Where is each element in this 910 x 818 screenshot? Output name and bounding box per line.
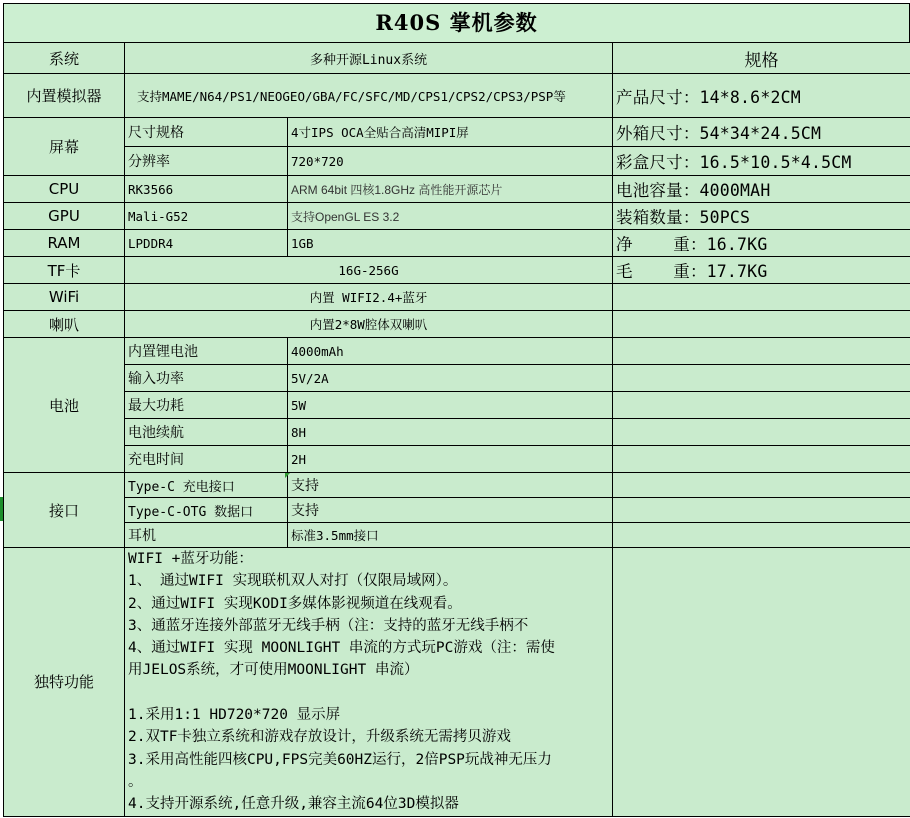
emulator-value: 支持MAME/N64/PS1/NEOGEO/GBA/FC/SFC/MD/CPS1/CPS2/CPS3/PSP等 <box>125 74 613 118</box>
row-marker <box>0 497 3 521</box>
emulator-label: 内置模拟器 <box>4 74 125 118</box>
battery-key: 最大功耗 <box>125 392 288 419</box>
screen-size-value: 4寸IPS OCA全贴合高清MIPI屏 <box>288 118 613 147</box>
ram-desc: 1GB <box>288 230 613 257</box>
feature-line: 2、通过WIFI 实现KODI多媒体影视频道在线观看。 <box>128 595 462 612</box>
wifi-label: WiFi <box>4 284 125 311</box>
speaker-label: 喇叭 <box>4 311 125 338</box>
port-value: 标准3.5mm接口 <box>288 523 613 548</box>
page-title: R40S 掌机参数 <box>3 3 910 43</box>
gpu-desc: 支持OpenGL ES 3.2 <box>288 203 613 230</box>
feature-line: WIFI +蓝牙功能： <box>128 551 253 567</box>
ram-model: LPDDR4 <box>125 230 288 257</box>
feature-line: 4、通过WIFI 实现 MOONLIGHT 串流的方式玩PC游戏（注：需使 <box>128 640 555 657</box>
port-key: Type-C 充电接口 <box>125 473 288 498</box>
feature-line: 用JELOS系统，才可使用MOONLIGHT 串流） <box>128 662 419 679</box>
features-label: 独特功能 <box>4 548 125 817</box>
battery-key: 输入功率 <box>125 365 288 392</box>
empty-cell <box>613 498 910 523</box>
battery-value: 5W <box>288 392 613 419</box>
cpu-desc: ARM 64bit 四核1.8GHz 高性能开源芯片 <box>288 176 613 203</box>
spec-battery-capacity: 电池容量：4000MAH <box>613 176 910 203</box>
system-label: 系统 <box>4 43 125 74</box>
cpu-model: RK3566 <box>125 176 288 203</box>
screen-label: 屏幕 <box>4 118 125 176</box>
system-value: 多种开源Linux系统 <box>125 43 613 74</box>
battery-key: 电池续航 <box>125 419 288 446</box>
empty-cell <box>613 284 910 311</box>
spec-gross-weight: 毛 重：17.7KG <box>613 257 910 284</box>
gpu-label: GPU <box>4 203 125 230</box>
feature-line: 1.采用1:1 HD720*720 显示屏 <box>128 707 341 724</box>
speaker-value: 内置2*8W腔体双喇叭 <box>125 311 613 338</box>
spec-box-size: 彩盒尺寸：16.5*10.5*4.5CM <box>613 147 910 176</box>
empty-cell <box>613 548 910 817</box>
cell-comment-marker <box>285 473 290 478</box>
cpu-label: CPU <box>4 176 125 203</box>
spec-carton-size: 外箱尺寸：54*34*24.5CM <box>613 118 910 147</box>
screen-size-label: 尺寸规格 <box>125 118 288 147</box>
port-value: 支持 <box>288 498 613 523</box>
empty-cell <box>613 311 910 338</box>
port-value: 支持 <box>288 473 613 498</box>
spec-net-weight: 净 重：16.7KG <box>613 230 910 257</box>
specs-header: 规格 <box>613 43 910 74</box>
feature-line <box>128 682 609 704</box>
empty-cell <box>613 365 910 392</box>
battery-value: 4000mAh <box>288 338 613 365</box>
battery-value: 2H <box>288 446 613 473</box>
battery-key: 充电时间 <box>125 446 288 473</box>
empty-cell <box>613 473 910 498</box>
ports-label: 接口 <box>4 473 125 548</box>
wifi-value: 内置 WIFI2.4+蓝牙 <box>125 284 613 311</box>
empty-cell <box>613 392 910 419</box>
feature-line: 3.采用高性能四核CPU,FPS完美60HZ运行，2倍PSP玩战神无压力 <box>128 751 552 768</box>
port-key: Type-C-OTG 数据口 <box>125 498 288 523</box>
screen-res-value: 720*720 <box>288 147 613 176</box>
battery-key: 内置锂电池 <box>125 338 288 365</box>
features-content <box>125 548 613 817</box>
tf-label: TF卡 <box>4 257 125 284</box>
spec-packing-qty: 装箱数量：50PCS <box>613 203 910 230</box>
empty-cell <box>613 338 910 365</box>
spec-product-size: 产品尺寸：14*8.6*2CM <box>613 74 910 118</box>
battery-value: 5V/2A <box>288 365 613 392</box>
feature-line: 1、 通过WIFI 实现联机双人对打（仅限局域网）。 <box>128 573 458 590</box>
empty-cell <box>613 446 910 473</box>
gpu-model: Mali-G52 <box>125 203 288 230</box>
feature-line: 4.支持开源系统,任意升级,兼容主流64位3D模拟器 <box>128 796 459 813</box>
spec-table <box>3 42 910 817</box>
tf-value: 16G-256G <box>125 257 613 284</box>
battery-value: 8H <box>288 419 613 446</box>
screen-res-label: 分辨率 <box>125 147 288 176</box>
port-key: 耳机 <box>125 523 288 548</box>
battery-label: 电池 <box>4 338 125 473</box>
empty-cell <box>613 523 910 548</box>
feature-line: 。 <box>128 773 143 790</box>
ram-label: RAM <box>4 230 125 257</box>
feature-line: 3、通蓝牙连接外部蓝牙无线手柄（注：支持的蓝牙无线手柄不 <box>128 617 529 634</box>
empty-cell <box>613 419 910 446</box>
feature-line: 2.双TF卡独立系统和游戏存放设计，升级系统无需拷贝游戏 <box>128 729 511 746</box>
